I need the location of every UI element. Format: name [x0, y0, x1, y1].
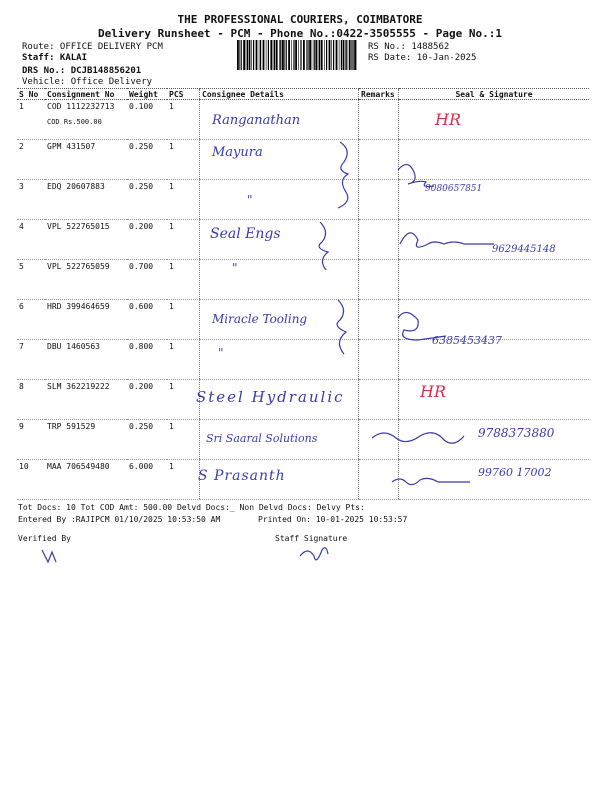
handwritten-consignee: Ranganathan — [212, 113, 301, 128]
handwritten-consignee: Miracle Tooling — [212, 312, 308, 326]
verified-by-label: Verified By — [18, 534, 71, 543]
col-remarks: Remarks — [359, 89, 399, 100]
row-weight: 0.250 — [127, 420, 167, 460]
row-sno: 6 — [17, 300, 45, 340]
signature-mark — [398, 312, 446, 340]
handwritten-consignee: Mayura — [212, 145, 263, 160]
drs-number: DRS No.: DCJB148856201 — [22, 66, 142, 76]
row-weight: 0.200 — [127, 220, 167, 260]
row-weight: 0.100 — [127, 100, 167, 140]
row-consignment: COD 1112232713 — [47, 102, 115, 111]
staff-signature-label: Staff Signature — [275, 534, 348, 543]
handwritten-phone: 9629445148 — [492, 244, 556, 255]
handwritten-consignee: S Prasanth — [198, 468, 286, 484]
brace-mark — [337, 300, 346, 354]
route-label: Route: OFFICE DELIVERY PCM — [22, 42, 163, 52]
brace-mark — [319, 222, 328, 270]
verified-signature — [42, 550, 56, 562]
signature-mark — [392, 478, 470, 484]
row-consignment: MAA 706549480 — [45, 460, 127, 500]
handwritten-phone: 9788373880 — [478, 426, 555, 440]
row-weight: 0.250 — [127, 180, 167, 220]
row-pcs: 1 — [167, 420, 200, 460]
handwritten-consignee: " — [218, 346, 224, 360]
handwritten-phone: 6385453437 — [432, 334, 502, 347]
row-weight: 0.700 — [127, 260, 167, 300]
rs-number: RS No.: 1488562 — [368, 42, 450, 52]
signature-mark — [400, 233, 494, 247]
row-pcs: 1 — [167, 140, 200, 180]
row-pcs: 1 — [167, 340, 200, 380]
printed-on: Printed On: 10-01-2025 10:53:57 — [258, 515, 408, 524]
row-sno: 3 — [17, 180, 45, 220]
row-sno: 2 — [17, 140, 45, 180]
handwritten-consignee: Sri Saaral Solutions — [206, 432, 318, 445]
row-weight: 0.800 — [127, 340, 167, 380]
row-pcs: 1 — [167, 220, 200, 260]
row-sno: 10 — [17, 460, 45, 500]
row-sno: 8 — [17, 380, 45, 420]
company-title: THE PROFESSIONAL COURIERS, COIMBATORE — [177, 13, 423, 26]
row-weight: 0.250 — [127, 140, 167, 180]
row-cod-amount: COD Rs.500.00 — [47, 118, 102, 126]
handwritten-phone: 99760 17002 — [478, 466, 552, 479]
handwritten-consignee: Seal Engs — [210, 226, 281, 242]
row-sno: 9 — [17, 420, 45, 460]
col-weight: Weight — [127, 89, 167, 100]
col-pcs: PCS — [167, 89, 200, 100]
handwritten-consignee: " — [247, 193, 253, 207]
runsheet-subtitle: Delivery Runsheet - PCM - Phone No.:0422-3505555 - Page No.:1 — [98, 27, 502, 40]
staff-signature-mark — [300, 548, 328, 560]
row-weight: 6.000 — [127, 460, 167, 500]
entered-by: Entered By :RAJIPCM 01/10/2025 10:53:50 AM — [18, 515, 221, 524]
row-sno: 7 — [17, 340, 45, 380]
handwritten-consignee: " — [232, 261, 238, 275]
col-seal: Seal & Signature — [399, 89, 590, 100]
row-consignment: GPM 431507 — [45, 140, 127, 180]
staff-label: Staff: KALAI — [22, 53, 88, 63]
row-consignment: HRD 399464659 — [45, 300, 127, 340]
row-sno: 1 — [17, 100, 45, 140]
row-pcs: 1 — [167, 460, 200, 500]
row-pcs: 1 — [167, 260, 200, 300]
signature-mark — [398, 164, 434, 186]
row-pcs: 1 — [167, 180, 200, 220]
brace-mark — [338, 142, 348, 208]
row-consignment: EDQ 20607883 — [45, 180, 127, 220]
handwritten-phone: 9080657851 — [425, 184, 483, 194]
col-consignment: Consignment No — [45, 89, 127, 100]
row-sno: 4 — [17, 220, 45, 260]
col-consignee: Consignee Details — [200, 89, 359, 100]
col-sno: S No — [17, 89, 45, 100]
row-consignment: VPL 522765059 — [45, 260, 127, 300]
row-pcs: 1 — [167, 300, 200, 340]
row-pcs: 1 — [167, 100, 200, 140]
signature-mark — [372, 433, 464, 443]
handwritten-seal: HR — [435, 110, 461, 129]
row-consignment: VPL 522765015 — [45, 220, 127, 260]
row-weight: 0.200 — [127, 380, 167, 420]
row-consignment: DBU 1460563 — [45, 340, 127, 380]
handwritten-consignee: Steel Hydraulic — [196, 388, 345, 406]
rs-date: RS Date: 10-Jan-2025 — [368, 53, 477, 63]
handwritten-seal: HR — [420, 382, 446, 401]
row-sno: 5 — [17, 260, 45, 300]
row-consignment: SLM 362219222 — [45, 380, 127, 420]
summary-line: Tot Docs: 10 Tot COD Amt: 500.00 Delvd Docs:_ Non Delvd Docs: Delvy Pts: — [18, 503, 365, 512]
vehicle-label: Vehicle: Office Delivery — [22, 77, 153, 87]
row-weight: 0.600 — [127, 300, 167, 340]
row-consignment: TRP 591529 — [45, 420, 127, 460]
row-pcs: 1 — [167, 380, 200, 420]
